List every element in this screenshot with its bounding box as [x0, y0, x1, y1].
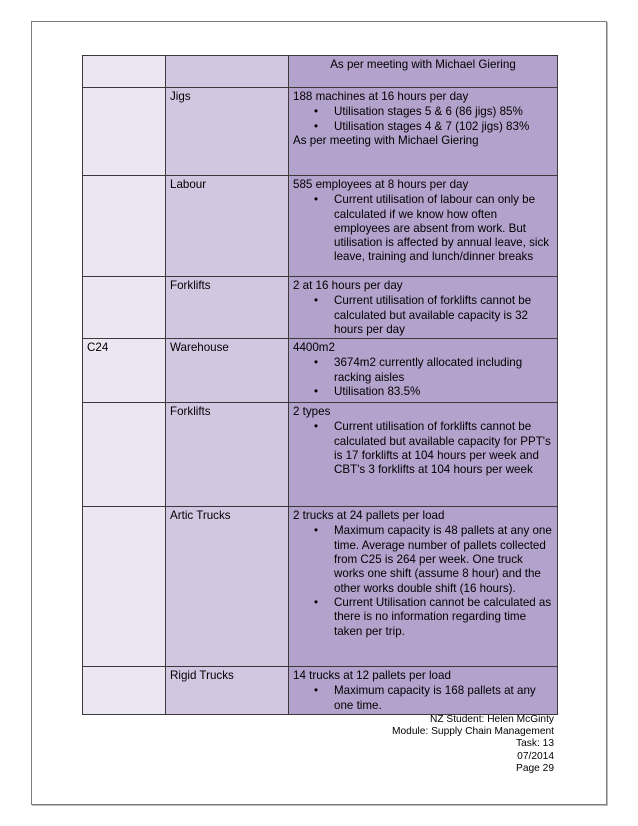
bullet-list	[293, 294, 553, 337]
bullet-list	[293, 524, 553, 638]
bullet-item	[314, 193, 553, 264]
table-row	[83, 403, 558, 507]
cell-resource	[166, 56, 289, 88]
capacity-line: 4400m2	[293, 341, 335, 355]
bullet-icon: •	[314, 119, 319, 133]
footer-task: Task: 13	[516, 738, 554, 750]
cell-capacity-notes	[289, 507, 558, 667]
bullet-item	[314, 385, 553, 399]
cell-resource: Rigid Trucks	[166, 667, 289, 715]
table-row	[83, 176, 558, 277]
bullet-text: Utilisation stages 4 & 7 (102 jigs) 83%	[334, 119, 530, 133]
bullet-list	[293, 420, 553, 477]
footer-date: 07/2014	[517, 750, 554, 762]
cell-area-code	[83, 277, 166, 339]
bullet-item	[314, 420, 553, 477]
bullet-text: Maximum capacity is 168 pallets at any one time.	[334, 684, 536, 712]
bullet-icon: •	[314, 524, 319, 538]
table-row	[83, 277, 558, 339]
cell-area-code	[83, 667, 166, 715]
capacity-line: 188 machines at 16 hours per day	[293, 90, 469, 103]
bullet-text: Current utilisation of forklifts cannot be calculated but available capacity is 32 hours per day	[334, 294, 532, 336]
cell-resource: Warehouse	[166, 339, 289, 403]
capacity-line: 2 at 16 hours per day	[293, 279, 403, 292]
cell-resource: Jigs	[166, 88, 289, 176]
bullet-icon: •	[314, 356, 319, 370]
cell-area-code: C24	[83, 339, 166, 403]
cell-resource: Forklifts	[166, 277, 289, 339]
table-row	[83, 507, 558, 667]
table-row	[83, 88, 558, 176]
bullet-icon: •	[314, 294, 319, 308]
cell-resource: Artic Trucks	[166, 507, 289, 667]
bullet-list	[293, 684, 553, 713]
table-row	[83, 339, 558, 403]
bullet-icon: •	[314, 105, 319, 119]
bullet-icon: •	[314, 684, 319, 698]
meeting-note: As per meeting with Michael Giering	[293, 133, 479, 147]
capacity-line: 585 employees at 8 hours per day	[293, 178, 469, 191]
cell-capacity-notes	[289, 339, 558, 403]
cell-capacity-notes	[289, 88, 558, 176]
cell-area-code	[83, 403, 166, 507]
cell-capacity-notes	[289, 277, 558, 339]
cell-resource: Labour	[166, 176, 289, 277]
bullet-item	[314, 356, 553, 385]
cell-capacity-notes	[289, 176, 558, 277]
cell-capacity-notes	[289, 667, 558, 715]
resource-utilisation-table	[82, 55, 558, 715]
bullet-item	[314, 524, 553, 595]
bullet-item	[314, 294, 553, 337]
cell-capacity-notes	[289, 403, 558, 507]
cell-area-code	[83, 507, 166, 667]
bullet-list	[293, 105, 553, 134]
bullet-item	[314, 119, 553, 134]
capacity-line: 14 trucks at 12 pallets per load	[293, 669, 451, 683]
table-row	[83, 667, 558, 715]
bullet-text: Current utilisation of forklifts cannot be calculated but available capacity for PPT's is 17 forklifts at 104 hours per week and CBT's 3 forklifts at 104 hours per week	[334, 420, 551, 477]
cell-area-code	[83, 56, 166, 88]
bullet-icon: •	[314, 420, 319, 434]
bullet-text: Utilisation 83.5%	[334, 385, 421, 399]
capacity-line: 2 types	[293, 405, 331, 419]
cell-area-code	[83, 88, 166, 176]
footer-module: Module: Supply Chain Management	[392, 726, 554, 738]
bullet-icon: •	[314, 595, 319, 609]
document-footer	[392, 714, 554, 775]
bullet-item	[314, 105, 553, 119]
footer-student: NZ Student: Helen McGinty	[430, 714, 554, 725]
cell-area-code	[83, 176, 166, 277]
footer-page-number: Page 29	[516, 762, 554, 774]
bullet-text: 3674m2 currently allocated including racking aisles	[334, 356, 523, 384]
bullet-text: Utilisation stages 5 & 6 (86 jigs) 85%	[334, 105, 523, 119]
bullet-list	[293, 193, 553, 264]
capacity-line: 2 trucks at 24 pallets per load	[293, 509, 445, 523]
bullet-icon: •	[314, 385, 319, 399]
cell-resource: Forklifts	[166, 403, 289, 507]
bullet-list	[293, 356, 553, 399]
bullet-item	[314, 684, 553, 713]
bullet-icon: •	[314, 193, 319, 207]
bullet-text: Current utilisation of labour can only be calculated if we know how often employees are absent from work. But utilisation is affected by annual leave, sick leave, training and lunch/dinner breaks	[334, 193, 550, 264]
cell-capacity-notes	[289, 56, 558, 88]
bullet-text: Maximum capacity is 48 pallets at any one time. Average number of pallets collected from C25 is 264 per week. One truck works one shift (assume 8 hour) and the other works double shift (16 hours).	[334, 524, 552, 595]
table-row	[83, 56, 558, 88]
meeting-note: As per meeting with Michael Giering	[330, 58, 516, 71]
bullet-item	[314, 595, 553, 639]
bullet-text: Current Utilisation cannot be calculated as there is no information regarding time taken per trip.	[334, 595, 552, 638]
